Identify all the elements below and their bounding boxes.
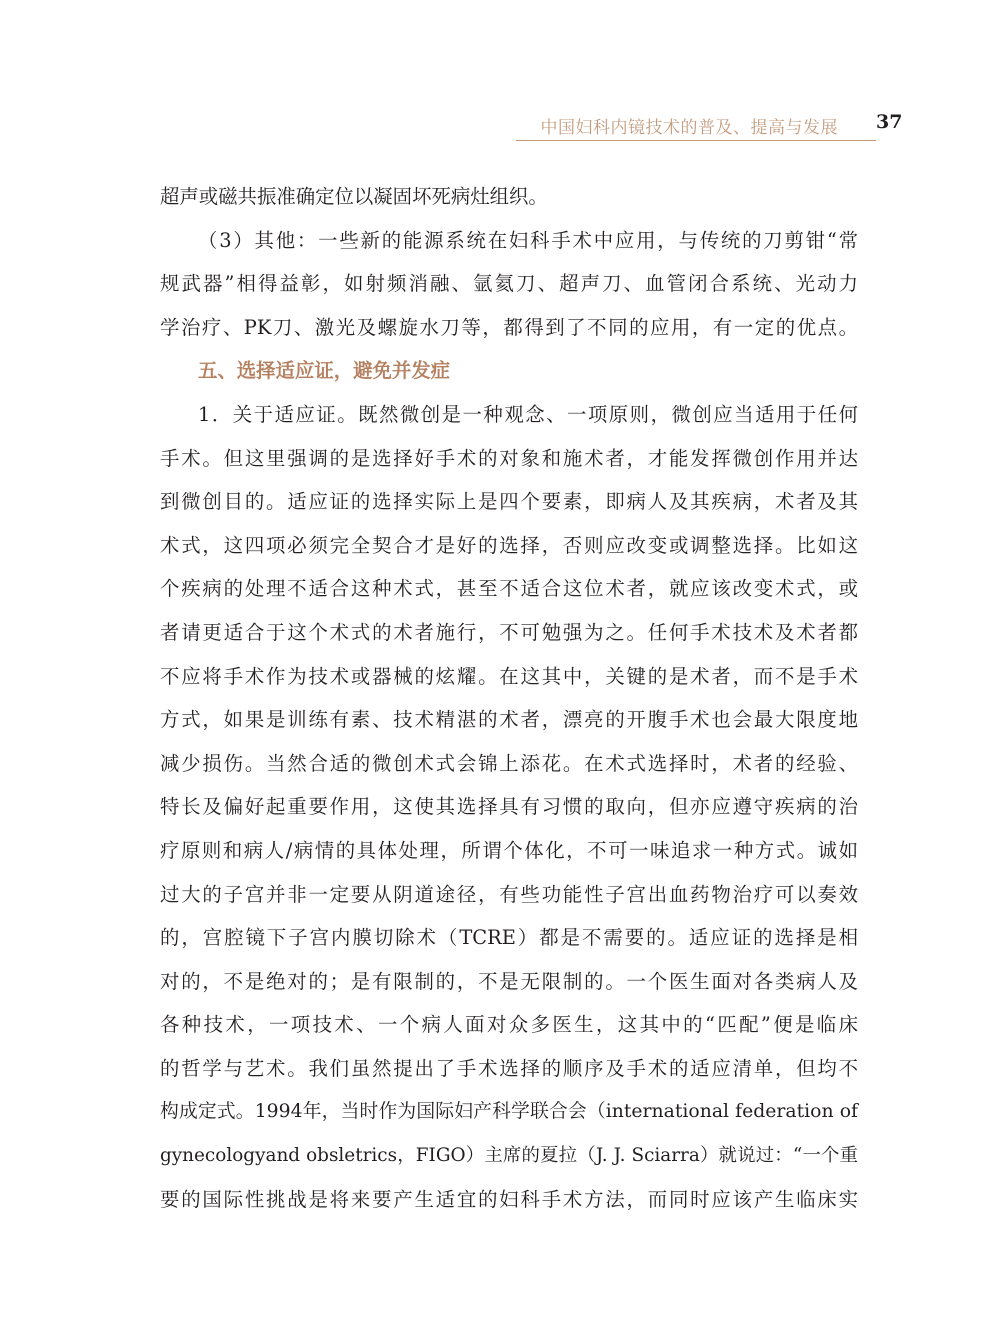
text-line: 个疾病的处理不适合这种术式，甚至不适合这位术者，就应该改变术式，或 (160, 577, 858, 601)
running-header-title: 中国妇科内镜技术的普及、提高与发展 (540, 118, 838, 138)
text-line: 手术。但这里强调的是选择好手术的对象和施术者，才能发挥微创作用并达 (160, 446, 858, 470)
section-heading: 五、选择适应证，避免并发症 (198, 359, 451, 383)
text-line: 特长及偏好起重要作用，这使其选择具有习惯的取向，但亦应遵守疾病的治 (160, 795, 858, 819)
text-line: 过大的子宫并非一定要从阴道途径，有些功能性子宫出血药物治疗可以奏效 (160, 882, 858, 906)
text-line: 构成定式。1994年，当时作为国际妇产科学联合会（international federation of (160, 1101, 858, 1123)
text-line: 规武器”相得益彰，如射频消融、氩氦刀、超声刀、血管闭合系统、光动力 (160, 272, 858, 296)
text-line: 者请更适合于这个术式的术者施行，不可勉强为之。任何手术技术及术者都 (160, 620, 858, 644)
text-line: 学治疗、PK刀、激光及螺旋水刀等，都得到了不同的应用，有一定的优点。 (160, 315, 858, 339)
text-line: gynecologyand obsletrics，FIGO）主席的夏拉（J. J. Sciarra）就说过：“一个重 (160, 1145, 858, 1167)
text-line: （3）其他：一些新的能源系统在妇科手术中应用，与传统的刀剪钳“常 (198, 228, 858, 252)
text-line: 方式，如果是训练有素、技术精湛的术者，漂亮的开腹手术也会最大限度地 (160, 708, 858, 732)
text-line: 要的国际性挑战是将来要产生适宜的妇科手术方法，而同时应该产生临床实 (160, 1187, 858, 1211)
text-line: 不应将手术作为技术或器械的炫耀。在这其中，关键的是术者，而不是手术 (160, 664, 858, 688)
text-line: 疗原则和病人/病情的具体处理，所谓个体化，不可一味追求一种方式。诚如 (160, 838, 858, 862)
text-line: 减少损伤。当然合适的微创术式会锦上添花。在术式选择时，术者的经验、 (160, 751, 858, 775)
body-text (160, 175, 858, 1221)
page-number: 37 (876, 111, 903, 133)
text-line: 超声或磁共振准确定位以凝固坏死病灶组织。 (160, 185, 548, 208)
text-line: 到微创目的。适应证的选择实际上是四个要素，即病人及其疾病，术者及其 (160, 490, 858, 514)
text-line: 的，宫腔镜下子宫内膜切除术（TCRE）都是不需要的。适应证的选择是相 (160, 926, 858, 950)
text-line: 的哲学与艺术。我们虽然提出了手术选择的顺序及手术的适应清单，但均不 (160, 1056, 858, 1080)
text-line: 1．关于适应证。既然微创是一种观念、一项原则，微创应当适用于任何 (198, 402, 858, 426)
text-line: 各种技术，一项技术、一个病人面对众多医生，这其中的“匹配”便是临床 (160, 1013, 858, 1037)
text-line: 对的，不是绝对的；是有限制的，不是无限制的。一个医生面对各类病人及 (160, 969, 858, 993)
text-line: 术式，这四项必须完全契合才是好的选择，否则应改变或调整选择。比如这 (160, 533, 858, 557)
header-rule (516, 140, 876, 141)
